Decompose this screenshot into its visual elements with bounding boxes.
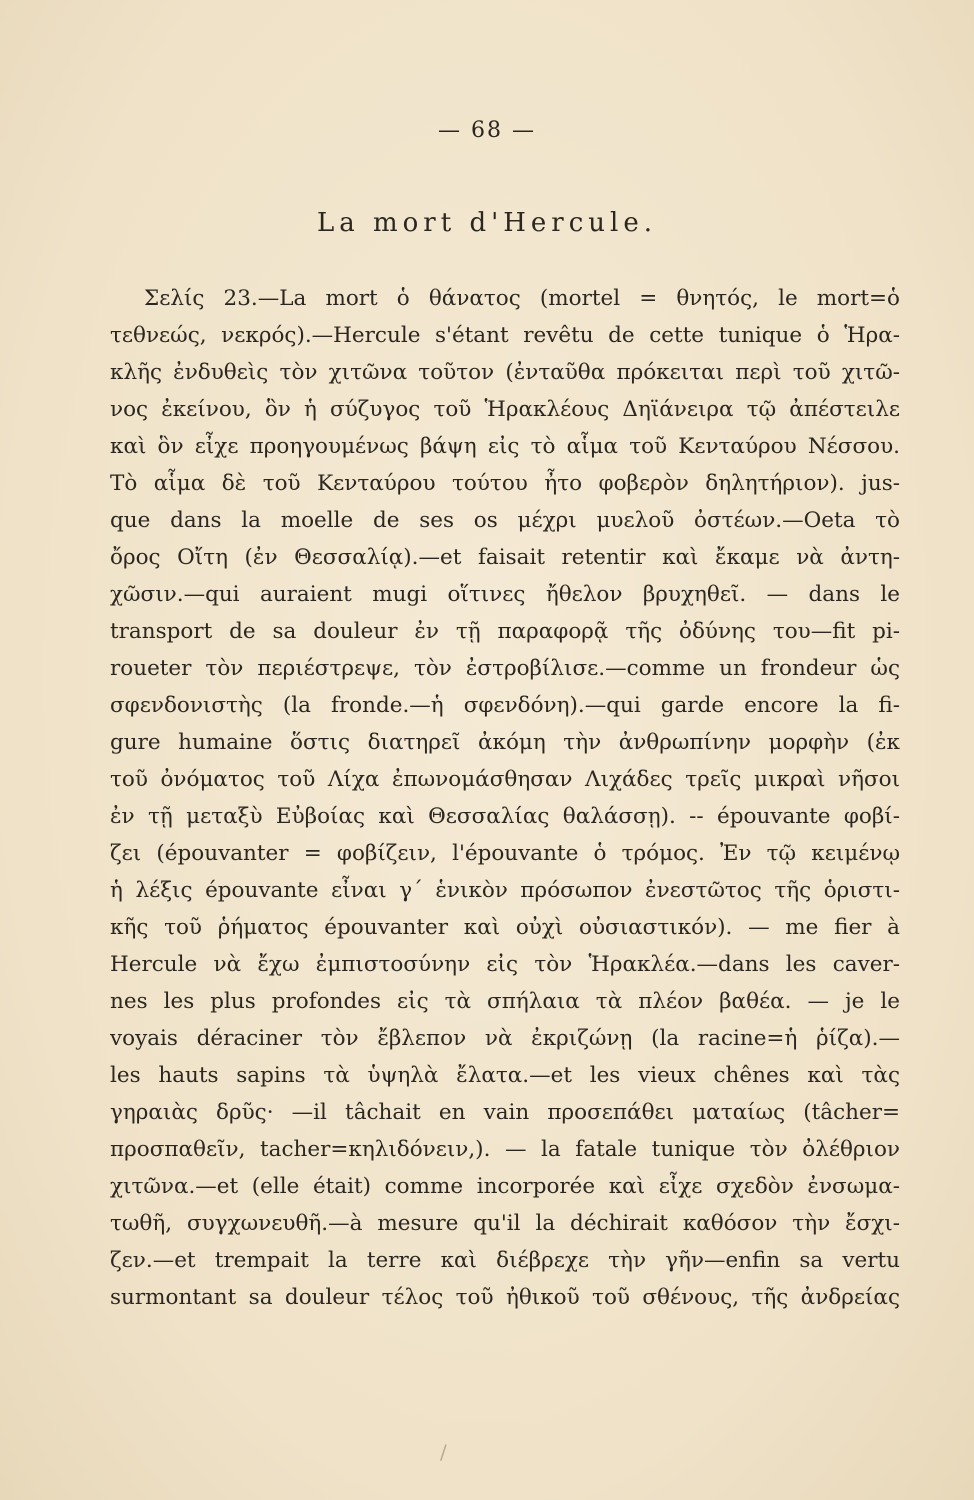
- text-line: ἐν τῇ μεταξὺ Εὐβοίας καὶ Θεσσαλίας θαλάσσῃ). -- épouvante φοβί-: [110, 804, 900, 829]
- chapter-title: La mort d'Hercule.: [316, 208, 658, 238]
- text-line: surmontant sa douleur τέλος τοῦ ἠθικοῦ τοῦ σθένους, τῆς ἀνδρείας: [110, 1285, 900, 1310]
- text-line: ὄρος Οἴτη (ἐν Θεσσαλίᾳ).—et faisait retentir καὶ ἔκαμε νὰ ἀντη-: [110, 545, 900, 570]
- text-line: νος ἐκείνου, ὃν ἡ σύζυγος τοῦ Ἡρακλέους Δηϊάνειρα τῷ ἀπέστειλε: [110, 397, 900, 422]
- text-line: gure humaine ὅστις διατηρεῖ ἀκόμη τὴν ἀνθρωπίνην μορφὴν (ἐκ: [110, 730, 900, 755]
- text-line: χιτῶνα.—et (elle était) comme incorporée καὶ εἶχε σχεδὸν ἐνσωμα-: [110, 1174, 900, 1199]
- text-line: τοῦ ὀνόματος τοῦ Λίχα ἐπωνομάσθησαν Λιχάδες τρεῖς μικραὶ νῆσοι: [110, 767, 900, 792]
- text-line: κῆς τοῦ ῥήματος épouvanter καὶ οὐχὶ οὐσιαστικόν). — me fier à: [110, 915, 900, 940]
- text-line: κλῆς ἐνδυθεὶς τὸν χιτῶνα τοῦτον (ἐνταῦθα πρόκειται περὶ τοῦ χιτῶ-: [110, 360, 900, 385]
- text-line: Hercule νὰ ἔχω ἐμπιστοσύνην εἰς τὸν Ἡρακλέα.—dans les caver-: [110, 952, 900, 977]
- text-line: σφενδονιστὴς (la fronde.—ἡ σφενδόνη).—qui garde encore la fi-: [110, 693, 900, 718]
- text-line: χῶσιν.—qui auraient mugi οἵτινες ἤθελον βρυχηθεῖ. — dans le: [110, 582, 900, 607]
- text-line: ἡ λέξις épouvante εἶναι γ΄ ἑνικὸν πρόσωπον ἐνεστῶτος τῆς ὁριστι-: [110, 878, 900, 903]
- body-text: [110, 280, 900, 1316]
- pencil-mark: /: [440, 1440, 447, 1464]
- text-line: τεθνεώς, νεκρός).—Hercule s'étant revêtu de cette tunique ὁ Ἡρα-: [110, 323, 900, 348]
- text-line: Τὸ αἷμα δὲ τοῦ Κενταύρου τούτου ἦτο φοβερὸν δηλητήριον). jus-: [110, 471, 900, 496]
- page-number: — 68 —: [438, 118, 536, 143]
- text-line: ζεν.—et trempait la terre καὶ διέβρεχε τὴν γῆν—enfin sa vertu: [110, 1248, 900, 1273]
- text-line: Σελίς 23.—La mort ὁ θάνατος (mortel = θνητός, le mort=ὁ: [144, 286, 900, 311]
- text-line: γηραιὰς δρῦς· —il tâchait en vain προσεπάθει ματαίως (tâcher=: [110, 1100, 900, 1125]
- text-line: τωθῆ, συγχωνευθῆ.—à mesure qu'il la déchirait καθόσον τὴν ἔσχι-: [110, 1211, 900, 1236]
- text-line: ζει (épouvanter = φοβίζειν, l'épouvante ὁ τρόμος. Ἐν τῷ κειμένῳ: [110, 841, 900, 866]
- text-line: voyais déraciner τὸν ἔβλεπον νὰ ἐκριζώνῃ (la racine=ἡ ῥίζα).—: [110, 1026, 900, 1051]
- text-line: que dans la moelle de ses os μέχρι μυελοῦ ὀστέων.—Oeta τὸ: [110, 508, 900, 533]
- text-line: προσπαθεῖν, tacher=κηλιδόνειν,). — la fatale tunique τὸν ὀλέθριον: [110, 1137, 900, 1162]
- text-line: roueter τὸν περιέστρεψε, τὸν ἐστροβίλισε.—comme un frondeur ὡς: [110, 656, 900, 681]
- text-line: καὶ ὃν εἶχε προηγουμένως βάψη εἰς τὸ αἷμα τοῦ Κενταύρου Νέσσου.: [110, 434, 900, 459]
- text-line: les hauts sapins τὰ ὑψηλὰ ἔλατα.—et les vieux chênes καὶ τὰς: [110, 1063, 900, 1088]
- text-line: nes les plus profondes εἰς τὰ σπήλαια τὰ πλέον βαθέα. — je le: [110, 989, 900, 1014]
- text-line: transport de sa douleur ἐν τῇ παραφορᾷ τῆς ὀδύνης του—fit pi-: [110, 619, 900, 644]
